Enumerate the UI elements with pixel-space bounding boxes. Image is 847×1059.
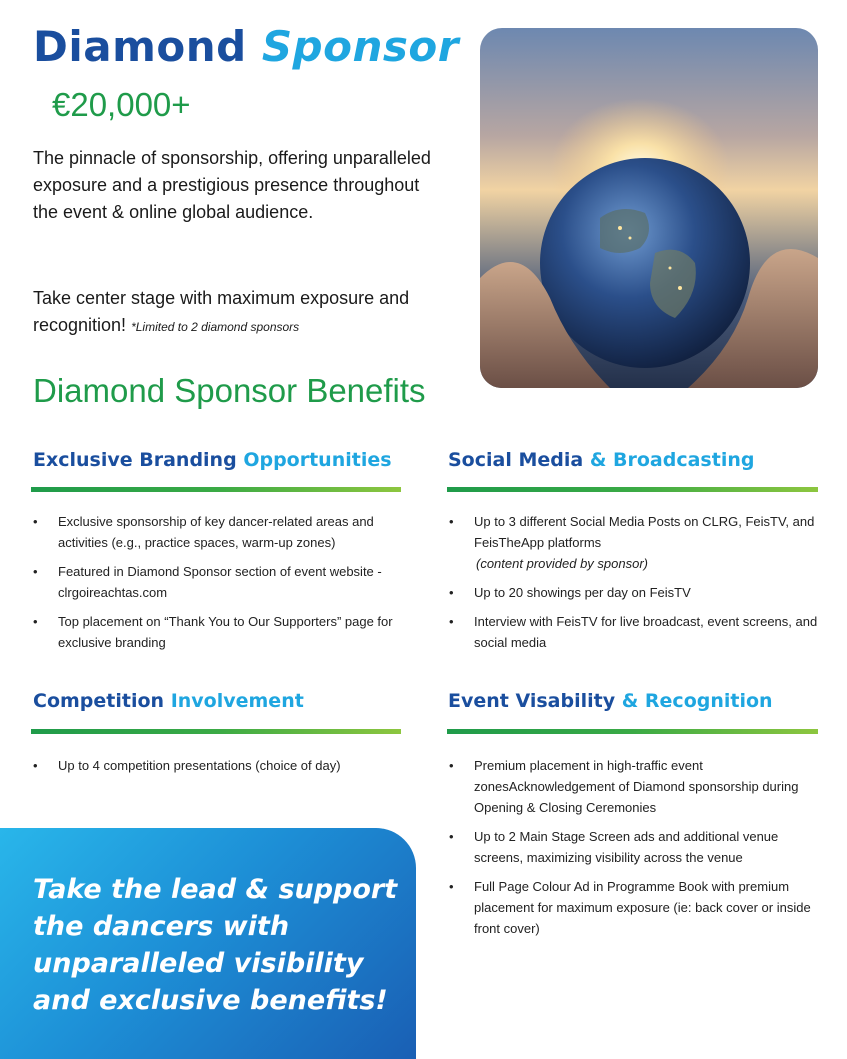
title-sponsor: Sponsor: [261, 22, 459, 71]
list-item: [447, 511, 822, 574]
competition-list: [31, 755, 406, 784]
competition-heading-light: Involvement: [170, 690, 304, 712]
social-heading-dark: Social Media: [448, 449, 584, 471]
price-label: €20,000+: [52, 86, 191, 123]
list-item: • Featured in Diamond Sponsor section of event website - clrgoireachtas.com: [31, 561, 401, 603]
list-item: • Up to 2 Main Stage Screen ads and additional venue screens, maximizing visibility across the venue: [447, 826, 822, 868]
list-item: • Top placement on “Thank You to Our Supporters” page for exclusive branding: [31, 611, 401, 653]
page-title: [33, 22, 459, 71]
social-heading-light: & Broadcasting: [589, 449, 755, 471]
branding-heading: [33, 449, 392, 471]
cta-text: Take the lead & support the dancers with unparalleled visibility and exclusive benefits!: [33, 874, 398, 1016]
list-item-note: (content provided by sponsor): [476, 556, 648, 571]
branding-heading-light: Opportunities: [243, 449, 392, 471]
visibility-list: [447, 755, 822, 947]
title-diamond: Diamond: [33, 22, 247, 71]
social-list: [447, 511, 822, 661]
globe-in-hands-image: [480, 28, 818, 388]
list-item: • Premium placement in high-traffic event zonesAcknowledgement of Diamond sponsorship during Opening & Closing Ceremonies: [447, 755, 822, 818]
branding-divider: [31, 487, 401, 492]
visibility-heading-light: & Recognition: [621, 690, 773, 712]
competition-heading: [33, 690, 304, 712]
list-item: • Exclusive sponsorship of key dancer-related areas and activities (e.g., practice spaces, warm-up zones): [31, 511, 401, 553]
list-item-text: Up to 3 different Social Media Posts on CLRG, FeisTV, and FeisTheApp platforms: [474, 514, 815, 550]
competition-heading-dark: Competition: [33, 690, 165, 712]
competition-divider: [31, 729, 401, 734]
visibility-divider: [447, 729, 818, 734]
list-item: • Up to 20 showings per day on FeisTV: [447, 582, 822, 603]
visibility-heading-dark: Event Visability: [448, 690, 616, 712]
list-item: • Up to 4 competition presentations (choice of day): [31, 755, 406, 776]
intro-paragraph: The pinnacle of sponsorship, offering unparalleled exposure and a prestigious presence throughout the event & online global audience.: [33, 148, 431, 222]
social-heading: [448, 449, 754, 471]
branding-heading-dark: Exclusive Branding: [33, 449, 237, 471]
benefits-heading: Diamond Sponsor Benefits: [33, 372, 426, 409]
list-item: • Full Page Colour Ad in Programme Book with premium placement for maximum exposure (ie: back cover or inside front cover): [447, 876, 822, 939]
limit-note: *Limited to 2 diamond sponsors: [131, 320, 300, 334]
intro-paragraph-2: [33, 285, 453, 341]
globe-illustration: [480, 28, 818, 388]
branding-list: [31, 511, 401, 661]
list-item: • Interview with FeisTV for live broadcast, event screens, and social media: [447, 611, 822, 653]
visibility-heading: [448, 690, 773, 712]
social-divider: [447, 487, 818, 492]
intro-tagline: Take center stage with maximum exposure and recognition!: [33, 288, 410, 335]
